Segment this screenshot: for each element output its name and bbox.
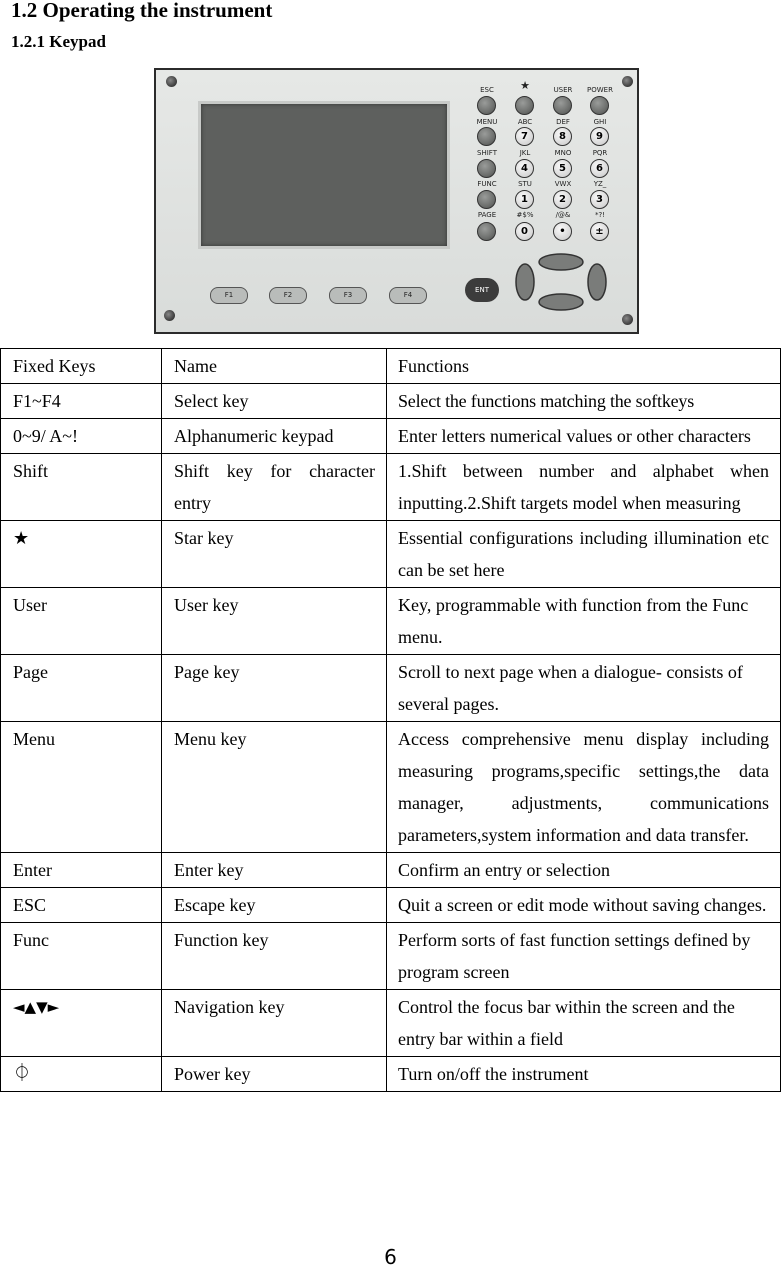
table-row — [1, 655, 781, 722]
key-dot: • — [553, 222, 572, 241]
screw-icon — [164, 310, 175, 321]
key-label-page: PAGE — [477, 211, 497, 219]
f1-key: F1 — [210, 287, 248, 304]
key-label-vwx: VWX — [554, 180, 572, 188]
name-cell: Enter key — [162, 853, 387, 888]
key-cell: Menu — [1, 722, 162, 853]
key-1: 1 — [515, 190, 534, 209]
function-cell: Confirm an entry or selection — [387, 853, 781, 888]
name-cell: Alphanumeric keypad — [162, 419, 387, 454]
key-label-ghi: GHI — [593, 118, 607, 126]
key-label-mno: MNO — [554, 149, 572, 157]
key-label-func: FUNC — [477, 180, 497, 188]
table-header-row — [1, 349, 781, 384]
key-cell: Func — [1, 923, 162, 990]
key-2: 2 — [553, 190, 572, 209]
name-cell: Menu key — [162, 722, 387, 853]
table-row — [1, 853, 781, 888]
table-row — [1, 419, 781, 454]
shift-key — [477, 159, 496, 178]
key-label-asterisk: *?! — [594, 211, 606, 219]
name-cell: Star key — [162, 521, 387, 588]
f4-key: F4 — [389, 287, 427, 304]
keypad-photo — [154, 68, 639, 334]
name-cell: User key — [162, 588, 387, 655]
key-label-power: POWER — [587, 86, 613, 94]
table-row — [1, 521, 781, 588]
screw-icon — [166, 76, 177, 87]
function-cell: Quit a screen or edit mode without saving changes. — [387, 888, 781, 923]
key-label-star: ★ — [520, 79, 530, 92]
enter-key: ENT — [465, 278, 499, 302]
table-row — [1, 990, 781, 1057]
name-cell: Navigation key — [162, 990, 387, 1057]
key-plusminus: ± — [590, 222, 609, 241]
key-label-user: USER — [553, 86, 573, 94]
key-label-menu: MENU — [476, 118, 498, 126]
nav-right-key — [588, 264, 606, 300]
key-cell: F1~F4 — [1, 384, 162, 419]
lcd-display — [198, 101, 450, 249]
key-label-hash: #$% — [516, 211, 534, 219]
key-7: 7 — [515, 127, 534, 146]
table-row — [1, 384, 781, 419]
nav-left-key — [516, 264, 534, 300]
star-key — [515, 96, 534, 115]
table-row — [1, 454, 781, 521]
function-cell: Turn on/off the instrument — [387, 1057, 781, 1092]
function-cell: Key, programmable with function from the Func menu. — [387, 588, 781, 655]
name-cell: Page key — [162, 655, 387, 722]
key-cell: 0~9/ A~! — [1, 419, 162, 454]
key-0: 0 — [515, 222, 534, 241]
user-key — [553, 96, 572, 115]
header-fixed-keys: Fixed Keys — [1, 349, 162, 384]
header-name: Name — [162, 349, 387, 384]
key-label-yz: YZ_ — [593, 180, 607, 188]
name-cell: Select key — [162, 384, 387, 419]
f3-key: F3 — [329, 287, 367, 304]
key-9: 9 — [590, 127, 609, 146]
key-6: 6 — [590, 159, 609, 178]
key-cell: ★ — [1, 521, 162, 588]
menu-key — [477, 127, 496, 146]
key-cell: ◄▲▼► — [1, 990, 162, 1057]
key-label-def: DEF — [556, 118, 570, 126]
screw-icon — [622, 76, 633, 87]
subsection-heading: 1.2.1 Keypad — [11, 32, 106, 51]
function-cell: Enter letters numerical values or other characters — [387, 419, 781, 454]
screw-icon — [622, 314, 633, 325]
name-cell: Shift key for character entry — [162, 454, 387, 521]
func-key — [477, 190, 496, 209]
function-cell: Perform sorts of fast function settings defined by program screen — [387, 923, 781, 990]
function-cell: Access comprehensive menu display including measuring programs,specific settings,the data manager, adjustments, communications parameters,system information and data transfer. — [387, 722, 781, 853]
table-row — [1, 923, 781, 990]
key-label-slash: /@& — [555, 211, 571, 219]
key-label-stu: STU — [518, 180, 532, 188]
nav-down-key — [539, 294, 583, 310]
function-cell: 1.Shift between number and alphabet when inputting.2.Shift targets model when measuring — [387, 454, 781, 521]
esc-key — [477, 96, 496, 115]
fixed-keys-table — [0, 348, 781, 1092]
function-cell: Select the functions matching the softkeys — [387, 384, 781, 419]
key-4: 4 — [515, 159, 534, 178]
table-row — [1, 888, 781, 923]
section-heading: 1.2 Operating the instrument — [11, 0, 273, 22]
page-number: 6 — [384, 1245, 397, 1269]
function-cell: Essential configurations including illumination etc can be set here — [387, 521, 781, 588]
key-8: 8 — [553, 127, 572, 146]
key-3: 3 — [590, 190, 609, 209]
key-cell: ESC — [1, 888, 162, 923]
key-cell: Enter — [1, 853, 162, 888]
key-cell: Page — [1, 655, 162, 722]
nav-up-key — [539, 254, 583, 270]
header-functions: Functions — [387, 349, 781, 384]
key-label-abc: ABC — [517, 118, 533, 126]
page-key — [477, 222, 496, 241]
power-key — [590, 96, 609, 115]
key-cell: User — [1, 588, 162, 655]
function-cell: Scroll to next page when a dialogue- consists of several pages. — [387, 655, 781, 722]
navigation-keys-icon — [513, 250, 609, 314]
key-5: 5 — [553, 159, 572, 178]
table-row — [1, 722, 781, 853]
name-cell: Power key — [162, 1057, 387, 1092]
key-label-jkl: JKL — [519, 149, 531, 157]
f2-key: F2 — [269, 287, 307, 304]
key-label-shift: SHIFT — [477, 149, 497, 157]
function-cell: Control the focus bar within the screen and the entry bar within a field — [387, 990, 781, 1057]
table-row — [1, 588, 781, 655]
key-label-pqr: PQR — [592, 149, 608, 157]
key-label-esc: ESC — [480, 86, 494, 94]
key-cell: Shift — [1, 454, 162, 521]
name-cell: Function key — [162, 923, 387, 990]
table-row — [1, 1057, 781, 1092]
key-cell: ⏀ — [1, 1057, 162, 1092]
name-cell: Escape key — [162, 888, 387, 923]
